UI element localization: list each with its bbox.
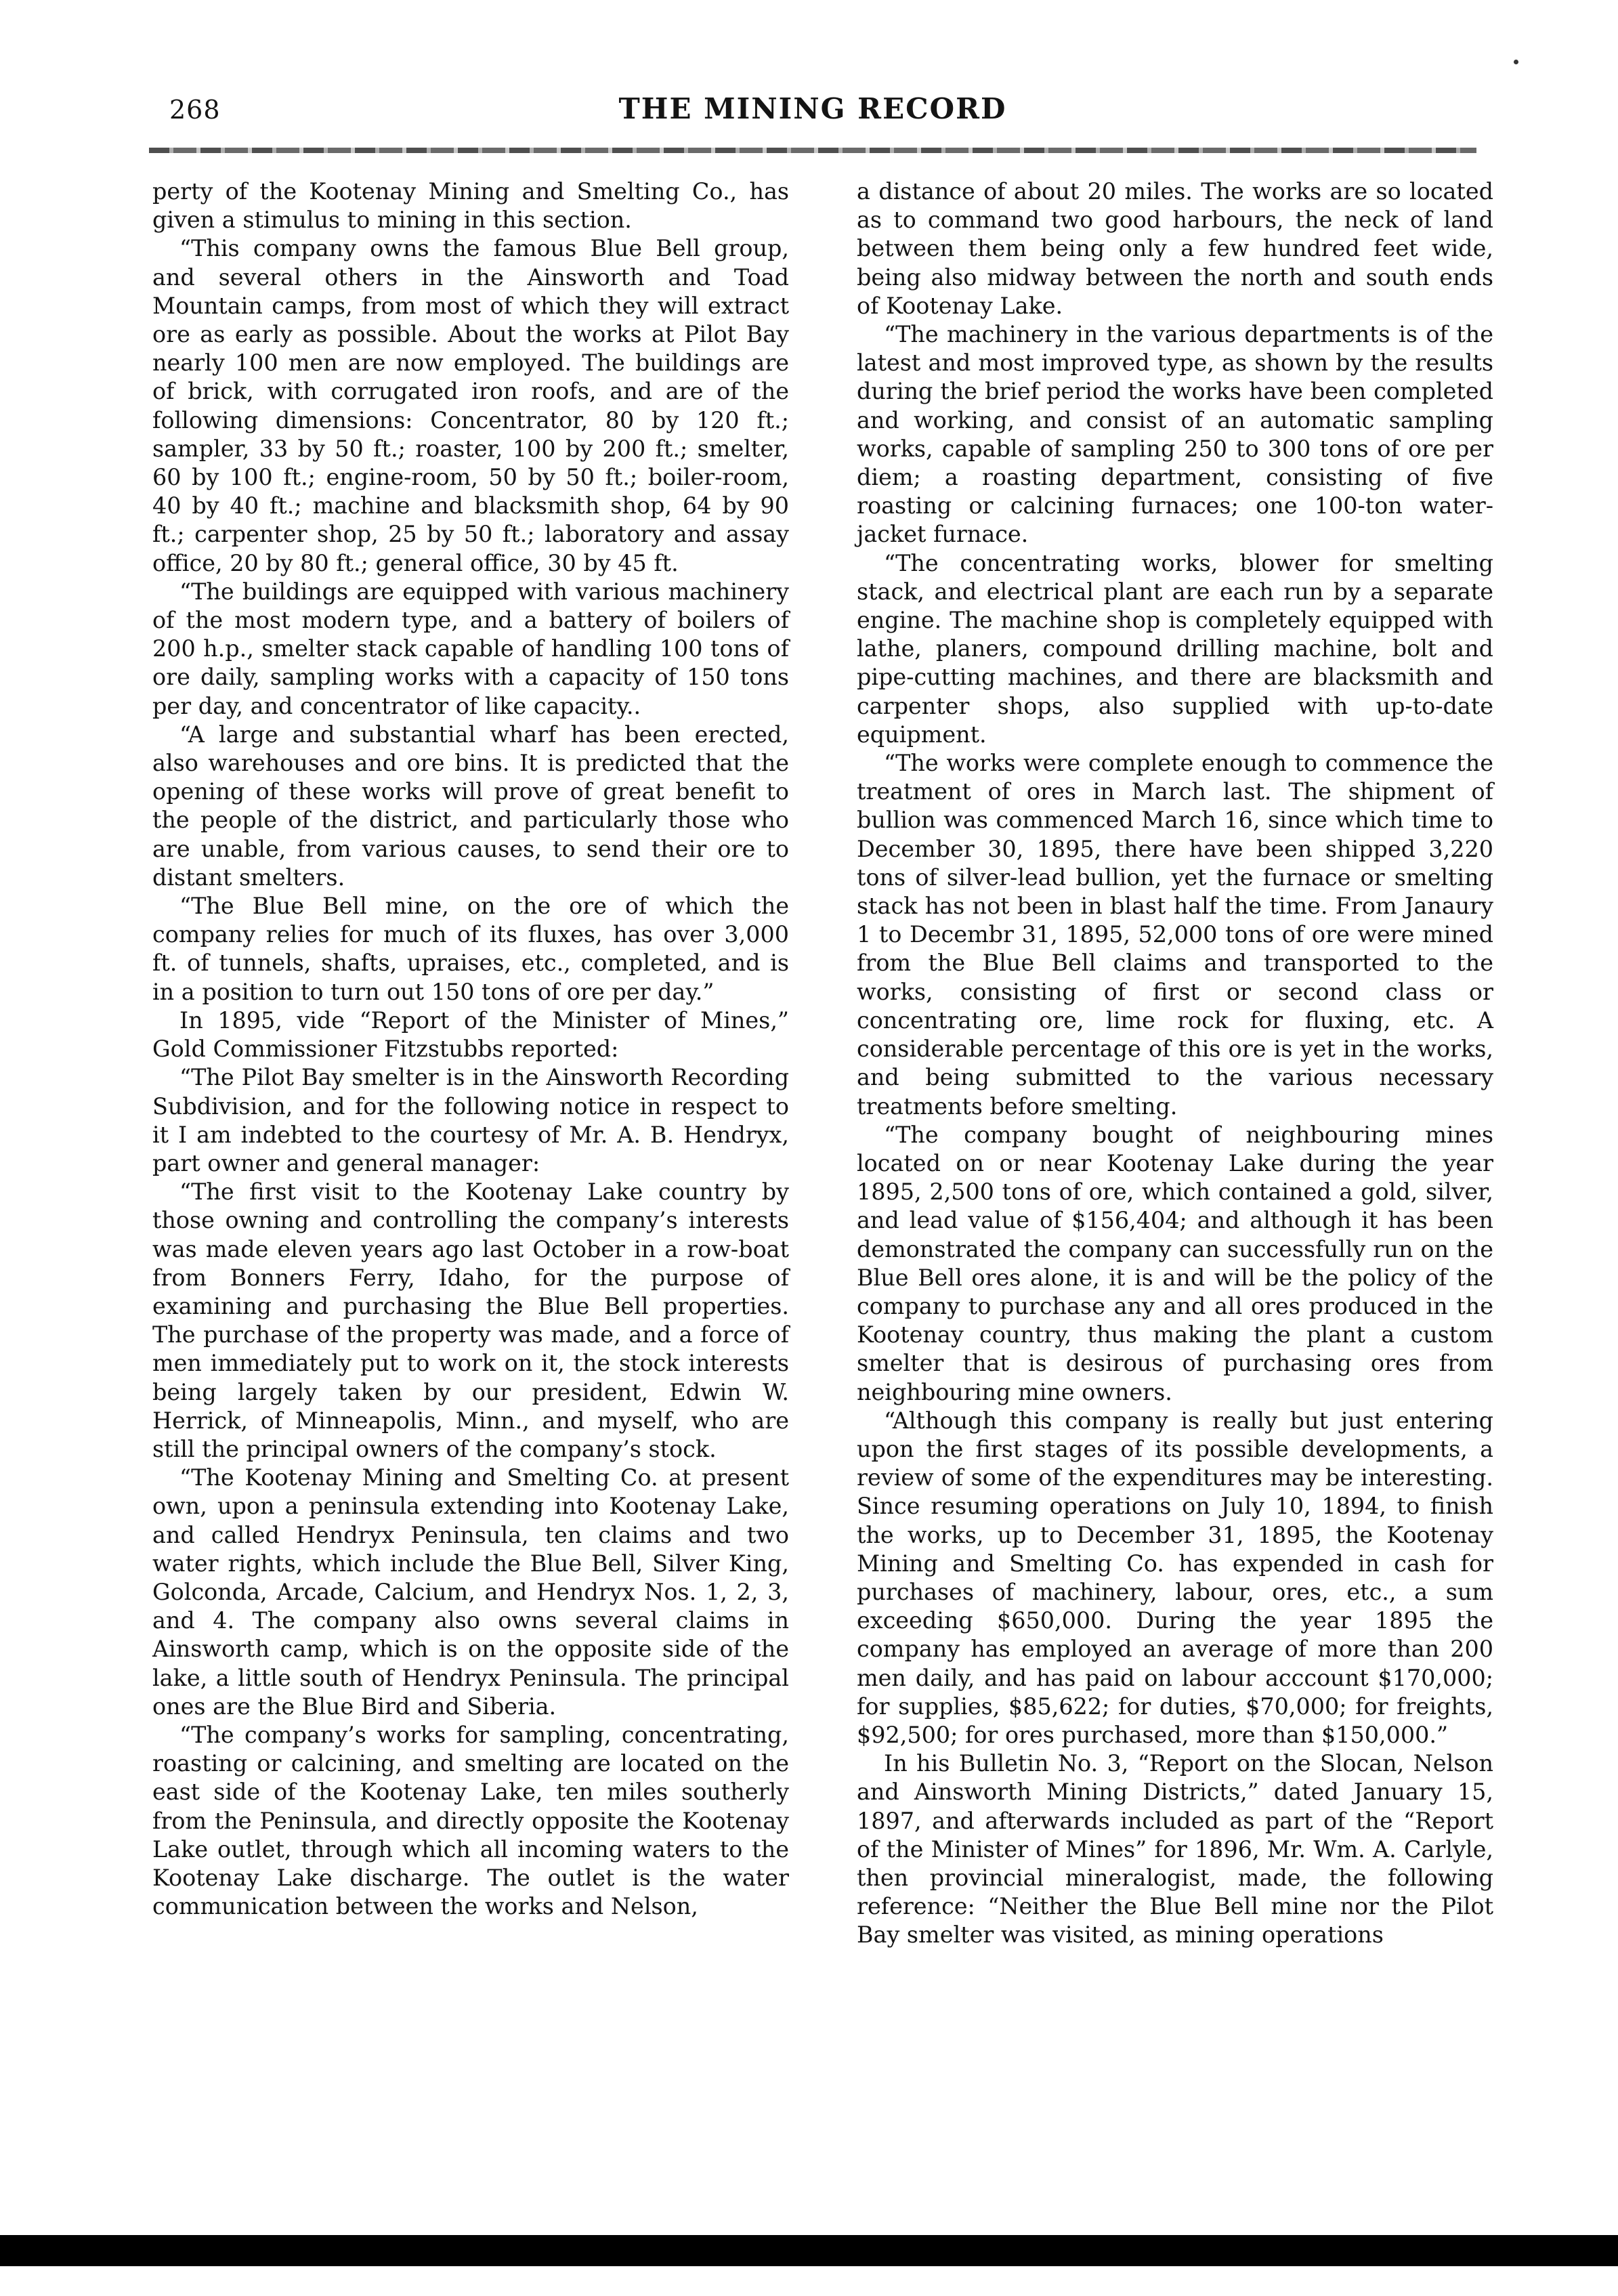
header-rule [149,148,1476,153]
paragraph: “The works were complete enough to commence the treatment of ores in March last. The shipment of bullion was commenced March 16, since which time to December 30, 1895, there have been shipped 3,220 tons of silver-lead bullion, yet the furnace or smelting stack has not been in blast half the time. From Janaury 1 to Decembr 31, 1895, 52,000 tons of ore were mined from the Blue Bell claims and transported to the works, consisting of first or second class or concentrating ore, lime rock for fluxing, etc. A considerable percentage of this ore is yet in the works, and being submitted to the various necessary treatments before smelting. [857,750,1493,1120]
page-number: 268 [169,95,221,125]
journal-title: THE MINING RECORD [618,92,1007,125]
paragraph: “The company bought of neighbouring mines located on or near Kootenay Lake during the year 1895, 2,500 tons of ore, which contained a gold, silver, and lead value of $156,404; and although it has been demonstrated the company can successfully run on the Blue Bell ores alone, it is and will be the policy of the company to purchase any and all ores produced in the Kootenay country, thus making the plant a custom smelter that is desirous of purchasing ores from neighbouring mine owners. [857,1121,1493,1405]
paragraph: “Although this company is really but just entering upon the first stages of its possible developments, a review of some of the expenditures may be interesting. Since resuming operations on July 10, 1894, to finish the works, up to December 31, 1895, the Kootenay Mining and Smelting Co. has expended in cash for purchases of machinery, labour, ores, etc., a sum exceeding $650,000. During the year 1895 the company has employed an average of more than 200 men daily, and has paid on labour acccount $170,000; for supplies, $85,622; for duties, $70,000; for freights, $92,500; for ores purchased, more than $150,000.” [857,1407,1493,1748]
paragraph: “The machinery in the various departments is of the latest and most improved type, as shown by the results during the brief period the works have been completed and working, and consist of an automatic sampling works, capable of sampling 250 to 300 tons of ore per diem; a roasting department, consisting of five roasting or calcining furnaces; one 100-ton water-jacket furnace. [857,321,1493,548]
paragraph: “The concentrating works, blower for smelting stack, and electrical plant are each run by a separate engine. The machine shop is completely equipped with lathe, planers, compound drilling machine, bolt and pipe-cutting machines, and there are blacksmith and carpenter shops, also supplied with up-to-date equipment. [857,549,1493,748]
page-header [149,88,1476,135]
paragraph: “The Blue Bell mine, on the ore of which the company relies for much of its fluxes, has over 3,000 ft. of tunnels, shafts, upraises, etc., completed, and is in a position to turn out 150 tons of ore per day.” [152,893,789,1005]
paragraph: “This company owns the famous Blue Bell group, and several others in the Ainsworth and Toad Mountain camps, from most of which they will extract ore as early as possible. About the works at Pilot Bay nearly 100 men are now employed. The buildings are of brick, with corrugated iron roofs, and are of the following dimensions: Concentrator, 80 by 120 ft.; sampler, 33 by 50 ft.; roaster, 100 by 200 ft.; smelter, 60 by 100 ft.; engine-room, 50 by 50 ft.; boiler-room, 40 by 40 ft.; machine and blacksmith shop, 64 by 90 ft.; carpenter shop, 25 by 50 ft.; laboratory and assay office, 20 by 80 ft.; general office, 30 by 45 ft. [152,235,789,576]
paragraph: In his Bulletin No. 3, “Report on the Slocan, Nelson and Ainsworth Mining Districts,” dated January 15, 1897, and afterwards included as part of the “Report of the Minister of Mines” for 1896, Mr. Wm. A. Carlyle, then provincial mineralogist, made, the following reference: “Neither the Blue Bell mine nor the Pilot Bay smelter was visited, as mining operations [857,1750,1493,1949]
left-column [152,177,789,1921]
paragraph: “The company’s works for sampling, concentrating, roasting or calcining, and smelting are located on the east side of the Kootenay Lake, ten miles southerly from the Peninsula, and directly opposite the Kootenay Lake outlet, through which all incoming waters to the Kootenay Lake discharge. The outlet is the water communication between the works and Nelson, [152,1721,789,1920]
paragraph: a distance of about 20 miles. The works are so located as to command two good harbours, the neck of land between them being only a few hundred feet wide, being also midway between the north and south ends of Kootenay Lake. [857,178,1493,319]
page-bottom-bar [0,2235,1618,2266]
paragraph: “The Kootenay Mining and Smelting Co. at present own, upon a peninsula extending into Kootenay Lake, and called Hendryx Peninsula, ten claims and two water rights, which include the Blue Bell, Silver King, Golconda, Arcade, Calcium, and Hendryx Nos. 1, 2, 3, and 4. The company also owns several claims in Ainsworth camp, which is on the opposite side of the lake, a little south of Hendryx Peninsula. The principal ones are the Blue Bird and Siberia. [152,1464,789,1720]
paragraph: perty of the Kootenay Mining and Smelting Co., has given a stimulus to mining in this section. [152,178,789,234]
paragraph: “The Pilot Bay smelter is in the Ainsworth Recording Subdivision, and for the following notice in respect to it I am indebted to the courtesy of Mr. A. B. Hendryx, part owner and general manager: [152,1064,789,1176]
right-column [857,177,1493,1950]
paragraph: In 1895, vide “Report of the Minister of Mines,” Gold Commissioner Fitzstubbs reported: [152,1006,789,1063]
paragraph: “The first visit to the Kootenay Lake country by those owning and controlling the company’s interests was made eleven years ago last October in a row-boat from Bonners Ferry, Idaho, for the purpose of examining and purchasing the Blue Bell properties. The purchase of the property was made, and a force of men immediately put to work on it, the stock interests being largely taken by our president, Edwin W. Herrick, of Minneapolis, Minn., and myself, who are still the principal owners of the company’s stock. [152,1178,789,1462]
ink-speck [1514,60,1518,64]
paragraph: “The buildings are equipped with various machinery of the most modern type, and a battery of boilers of 200 h.p., smelter stack capable of handling 100 tons of ore daily, sampling works with a capacity of 150 tons per day, and concentrator of like capacity.. [152,578,789,719]
paragraph: “A large and substantial wharf has been erected, also warehouses and ore bins. It is predicted that the opening of these works will prove of great benefit to the people of the district, and particularly those who are unable, from various causes, to send their ore to distant smelters. [152,721,789,891]
